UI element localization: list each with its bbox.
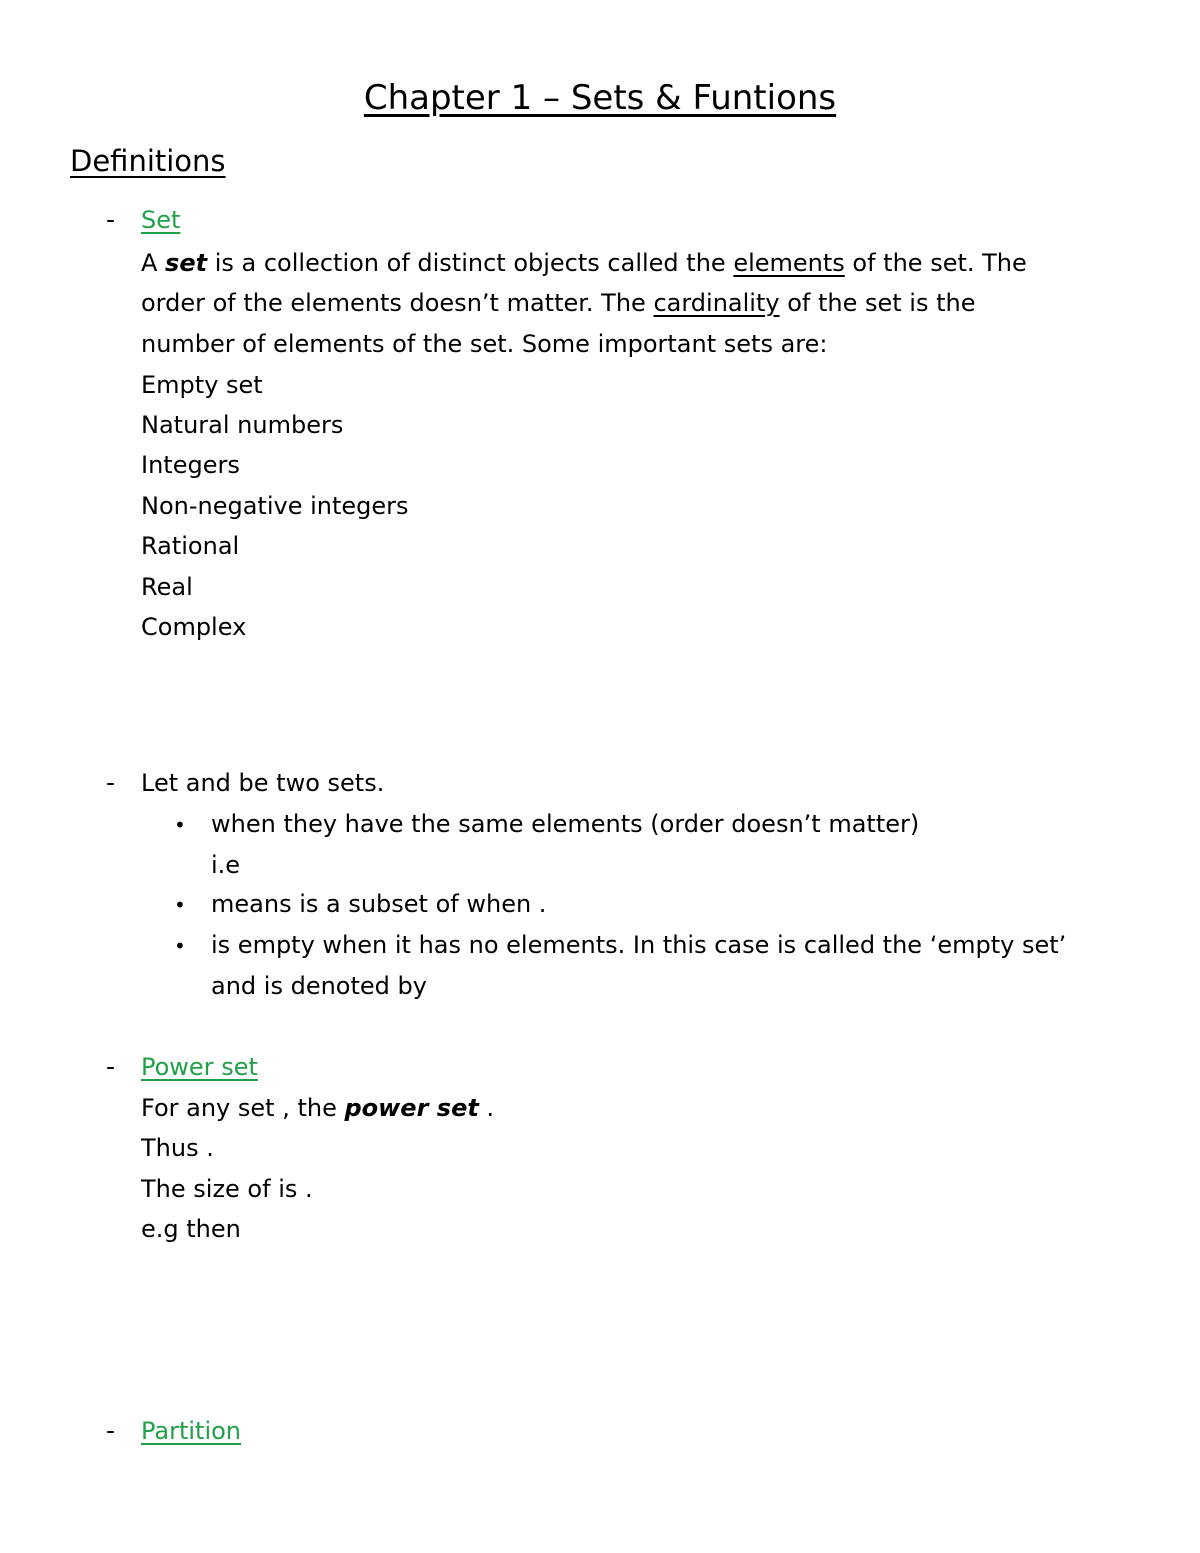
- term-elements: elements: [733, 249, 845, 277]
- text: A: [141, 249, 166, 277]
- power-set-line-2: Thus .: [141, 1134, 214, 1162]
- set-def-line-2: [141, 289, 975, 317]
- term-set: set: [165, 249, 208, 277]
- bullet-marker: •: [174, 893, 186, 917]
- empty-set-bullet: is empty when it has no elements. In this case is called the ‘empty set’: [211, 931, 1067, 959]
- power-set-line-3: The size of is .: [141, 1175, 313, 1203]
- power-set-line-4: e.g then: [141, 1215, 241, 1243]
- set-def-line-1: [141, 249, 1027, 277]
- dash-marker: -: [106, 768, 116, 797]
- term-cardinality: cardinality: [653, 289, 780, 317]
- equality-bullet: when they have the same elements (order doesn’t matter): [211, 810, 920, 838]
- term-power-set: power set: [344, 1094, 479, 1122]
- power-set-heading: Power set: [141, 1053, 258, 1081]
- equality-bullet-cont: i.e: [211, 851, 241, 879]
- bullet-marker: •: [174, 934, 186, 958]
- power-set-line-1: [141, 1094, 494, 1122]
- text: is a collection of distinct objects called the: [207, 249, 734, 277]
- text: For any set , the: [141, 1094, 345, 1122]
- important-set-item: Natural numbers: [141, 411, 344, 439]
- dash-marker: -: [106, 1416, 116, 1445]
- text: order of the elements doesn’t matter. The: [141, 289, 654, 317]
- page-title: Chapter 1 – Sets & Funtions: [363, 78, 837, 118]
- important-set-item: Empty set: [141, 371, 263, 399]
- partition-heading: Partition: [141, 1417, 242, 1445]
- dash-marker: -: [106, 1052, 116, 1081]
- text: .: [478, 1094, 495, 1122]
- set-def-line-3: number of elements of the set. Some important sets are:: [141, 330, 828, 358]
- important-set-item: Integers: [141, 451, 240, 479]
- important-set-item: Rational: [141, 532, 240, 560]
- bullet-marker: •: [174, 813, 186, 837]
- set-heading: Set: [141, 206, 181, 234]
- text: of the set. The: [844, 249, 1027, 277]
- two-sets-intro: Let and be two sets.: [141, 769, 385, 797]
- important-set-item: Complex: [141, 613, 247, 641]
- dash-marker: -: [106, 205, 116, 234]
- section-heading: Definitions: [70, 144, 226, 178]
- text: of the set is the: [779, 289, 976, 317]
- subset-bullet: means is a subset of when .: [211, 890, 547, 918]
- empty-set-bullet-cont: and is denoted by: [211, 972, 427, 1000]
- important-set-item: Non-negative integers: [141, 492, 409, 520]
- important-set-item: Real: [141, 573, 193, 601]
